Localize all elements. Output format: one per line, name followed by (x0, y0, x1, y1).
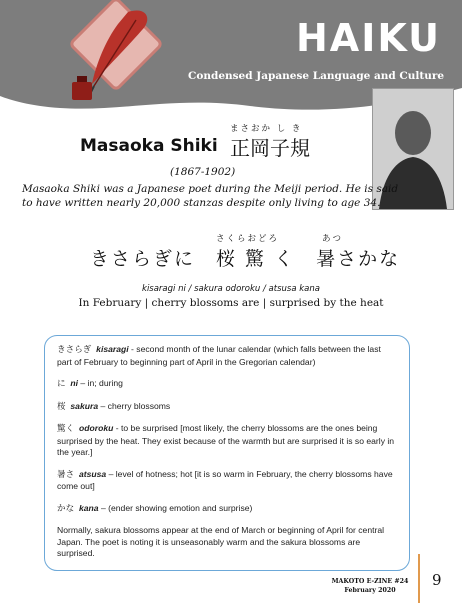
ink-bottle-icon (70, 74, 100, 104)
poet-name-japanese: 正岡子規 (230, 136, 310, 160)
glossary-jp: に (57, 379, 66, 389)
glossary-desc: - second month of the lunar calendar (which falls between the last part of February to beginning part of April in the Gregorian calendar) (57, 344, 381, 367)
page-number: 9 (432, 571, 442, 589)
glossary-term: ni (70, 378, 79, 388)
poet-name-english: Masaoka Shiki (80, 136, 218, 156)
glossary-term: kisaragi (96, 344, 129, 354)
glossary-box (44, 335, 410, 571)
glossary-entry (57, 469, 397, 493)
poet-years: (1867-1902) (170, 166, 236, 178)
glossary-jp: 桜 (57, 401, 66, 412)
glossary-entry (57, 344, 397, 368)
glossary-term: atsusa (78, 468, 107, 479)
footer-date: February 2020 (344, 587, 396, 594)
poem-furigana-atsu: あつ (322, 234, 344, 244)
glossary-jp: きさらぎ (57, 345, 92, 355)
poet-bio: Masaoka Shiki was a Japanese poet during the Meiji period. He is said to have written nearly 20,000 stanzas despite only living to age 34. (22, 183, 399, 209)
glossary-desc: – in; during (78, 378, 123, 388)
glossary-entry (57, 503, 397, 516)
haiku-romaji: kisaragi ni / sakura odoroku / atsusa kana (142, 284, 320, 294)
haiku-translation: In February | cherry blossoms are | surprised by the heat (78, 297, 384, 309)
glossary-jp: かな (57, 503, 75, 514)
glossary-desc: - to be surprised [most likely, the cherry blossoms are the ones being surprised by the heat. They exist because of the warmth but are surprised it is so early in the year.] (57, 423, 395, 457)
glossary-note: Normally, sakura blossoms appear at the end of March or beginning of April for central Japan. The poet is noting it is unseasonably warm and the sakura blossoms are surprised. (57, 525, 385, 558)
footer-publication (330, 577, 410, 595)
footer-divider (418, 554, 420, 603)
glossary-term: odoroku (78, 423, 114, 433)
haiku-text: きさらぎに 桜 驚 く 暑さかな (90, 248, 401, 270)
poet-name-furigana: まさおか し き (230, 124, 303, 134)
glossary-entry (57, 401, 397, 414)
glossary-desc: – (ender showing emotion and surprise) (98, 502, 253, 513)
glossary-term: kana (78, 502, 99, 513)
glossary-desc: – cherry blossoms (98, 400, 171, 411)
brand-tagline: Condensed Japanese Language and Culture (188, 70, 445, 82)
footer-zine: MAKOTO E-ZINE #24 (331, 578, 409, 585)
glossary-jp: 驚く (57, 424, 75, 434)
brand-title: HAIKU (296, 16, 441, 60)
glossary-term: sakura (70, 400, 99, 411)
glossary-desc: – level of hotness; hot [it is so warm in February, the cherry blossoms have come out] (57, 468, 393, 491)
poem-furigana-sakura-odoroku: さくらおどろ (216, 234, 280, 244)
glossary-entry (57, 423, 397, 459)
glossary-jp: 暑さ (57, 469, 75, 480)
glossary-entry (57, 378, 397, 391)
